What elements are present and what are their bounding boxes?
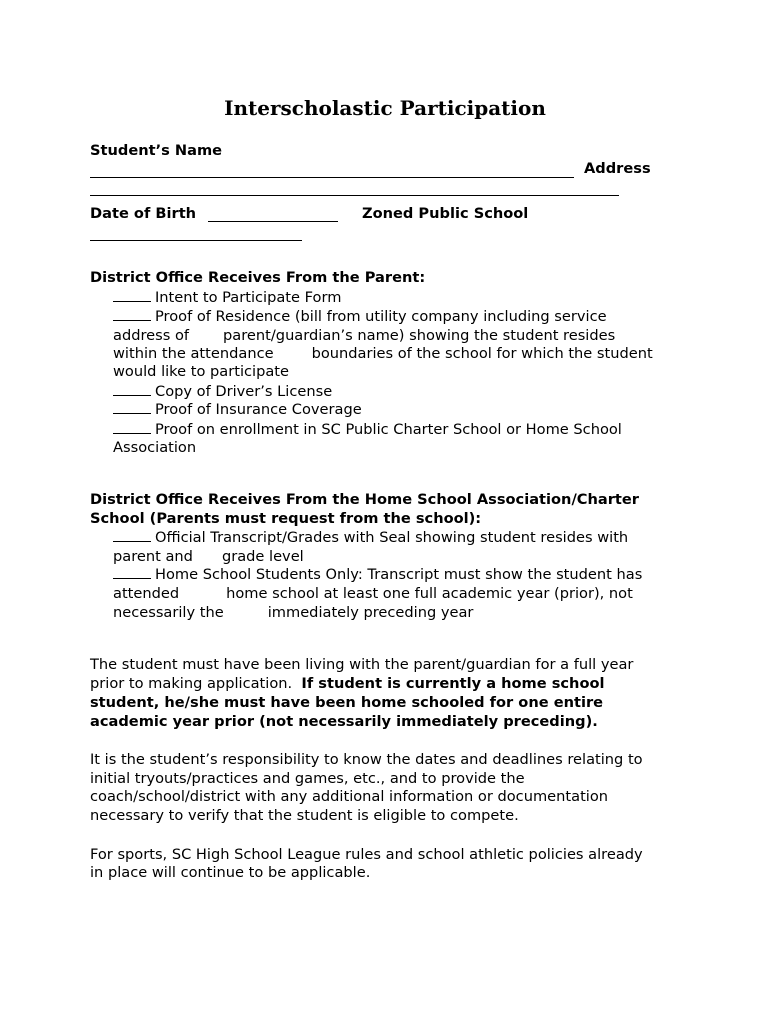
student-name-label: Student’s Name [90, 142, 223, 159]
checklist-item-residence-line3: within the attendance boundaries of the school for which the student [113, 345, 653, 362]
paragraph-residency-line2: prior to making application. If student is currently a home school [90, 675, 605, 692]
dob-label: Date of Birth [90, 205, 197, 222]
checklist-item-homeschool-only-line2: attended home school at least one full academic year (prior), not [113, 585, 633, 602]
paragraph-league-rules: For sports, SC High School League rules and school athletic policies already [90, 846, 643, 863]
address-field[interactable] [90, 195, 619, 196]
checklist-item-residence-line2: address of parent/guardian’s name) showing the student resides [113, 327, 616, 344]
checklist-item-insurance: Proof of Insurance Coverage [113, 400, 362, 419]
checkbox-blank[interactable] [113, 420, 151, 434]
paragraph-responsibility-line2: initial tryouts/practices and games, etc., and to provide the [90, 770, 525, 787]
checklist-item-enrollment-line2: Association [113, 439, 197, 456]
parent-section-heading: District Office Receives From the Parent: [90, 269, 426, 286]
checkbox-blank[interactable] [113, 400, 151, 414]
checkbox-blank[interactable] [113, 565, 151, 579]
paragraph-residency-line3: student, he/she must have been home schooled for one entire [90, 694, 604, 711]
paragraph-residency-line4: academic year prior (not necessarily immediately preceding). [90, 713, 598, 730]
checkbox-blank[interactable] [113, 307, 151, 321]
checkbox-blank[interactable] [113, 288, 151, 302]
checklist-item-homeschool-only: Home School Students Only: Transcript must show the student has [113, 565, 642, 584]
address-label: Address [584, 160, 651, 177]
zoned-school-label: Zoned Public School [362, 205, 529, 222]
checklist-item-license: Copy of Driver’s License [113, 382, 332, 401]
checklist-item-residence: Proof of Residence (bill from utility company including service [113, 307, 607, 326]
paragraph-responsibility-line3: coach/school/district with any additional information or documentation [90, 788, 609, 805]
checklist-item-enrollment: Proof on enrollment in SC Public Charter School or Home School [113, 420, 622, 439]
checklist-item-intent: Intent to Participate Form [113, 288, 341, 307]
student-name-field[interactable] [90, 177, 574, 178]
paragraph-residency: The student must have been living with the parent/guardian for a full year [90, 656, 634, 673]
page-title: Interscholastic Participation [224, 96, 546, 120]
paragraph-responsibility-line4: necessary to verify that the student is eligible to compete. [90, 807, 519, 824]
checklist-item-transcript: Official Transcript/Grades with Seal showing student resides with [113, 528, 628, 547]
checklist-item-homeschool-only-line3: necessarily the immediately preceding year [113, 604, 474, 621]
checklist-item-residence-line4: would like to participate [113, 363, 289, 380]
homeschool-section-heading: District Office Receives From the Home School Association/Charter [90, 491, 639, 508]
checkbox-blank[interactable] [113, 382, 151, 396]
zoned-school-field[interactable] [90, 240, 302, 241]
homeschool-section-heading-line2: School (Parents must request from the school): [90, 510, 482, 527]
dob-field[interactable] [208, 221, 338, 222]
checkbox-blank[interactable] [113, 528, 151, 542]
paragraph-league-rules-line2: in place will continue to be applicable. [90, 864, 371, 881]
paragraph-responsibility: It is the student’s responsibility to know the dates and deadlines relating to [90, 751, 643, 768]
checklist-item-transcript-line2: parent and grade level [113, 548, 304, 565]
